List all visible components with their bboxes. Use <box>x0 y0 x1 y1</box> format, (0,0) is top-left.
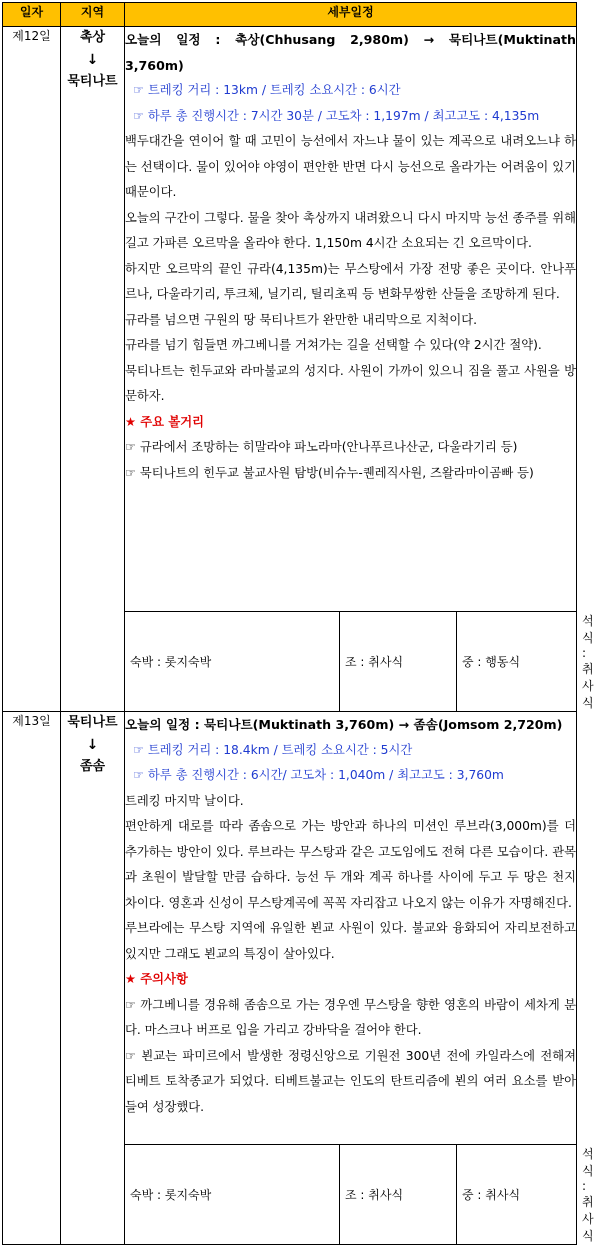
lodging-row: 숙박 : 롯지숙박 조 : 취사식 중 : 행동식 석식 : 취사식 <box>3 612 577 712</box>
day-row <box>3 712 577 1145</box>
note-item: ☞ 까그베니를 경유해 좀솜으로 가는 경우엔 무스탕을 향한 영혼의 바람이 세차게 분다. 마스크나 버프로 입을 가리고 강바닥을 걸어야 한다. <box>125 997 576 1037</box>
paragraph: 편안하게 대로를 따라 좀솜으로 가는 방안과 하나의 미션인 루브라(3,000m)를 더 추가하는 방안이 있다. 루브라는 무스탕과 같은 고도임에도 전혀 다른 모습이다. 관목과 초원이 발달할 만큼 습하다. 능선 두 개와 계곡 하나를 사이에 두고 두 땅은 천지 차이다. 영혼과 신성이 무스탕계곡에 꼭꼭 자리잡고 나오지 않는 이유가 자명해진다. <box>125 819 576 910</box>
lodging-cell: 숙박 : 롯지숙박 <box>125 1145 340 1245</box>
paragraph: 백두대간을 연이어 할 때 고민이 능선에서 자느냐 물이 있는 계곡으로 내려오느냐 하는 선택이다. 물이 있어야 야영이 편안한 반면 다시 능선으로 올라가는 어려움이 있기 때문이다. <box>125 134 576 199</box>
detail-cell <box>125 27 577 612</box>
paragraph: 규라를 넘기 힘들면 까그베니를 거쳐가는 길을 선택할 수 있다(약 2시간 절약). <box>125 338 542 352</box>
note-item: ☞ 묵티나트의 힌두교 불교사원 탐방(비슈누-퀜레직사원, 즈왈라마이곰빠 등) <box>125 465 534 480</box>
lodging-row: 숙박 : 롯지숙박 조 : 취사식 중 : 취사식 석식 : 취사식 <box>3 1145 577 1245</box>
lodging-cell: 숙박 : 롯지숙박 <box>125 612 340 712</box>
header-detail: 세부일정 <box>125 3 577 27</box>
day-row <box>3 27 577 612</box>
region-arrow: ↓ <box>86 52 99 68</box>
region-cell <box>61 27 125 712</box>
note-title: ★ 주의사항 <box>125 972 188 986</box>
breakfast-cell: 조 : 취사식 <box>340 1145 457 1245</box>
paragraph: 규라를 넘으면 구원의 땅 묵티나트가 완만한 내리막으로 지척이다. <box>125 312 477 327</box>
detail-cell <box>125 712 577 1145</box>
region-arrow: ↓ <box>86 737 99 753</box>
schedule-line: 오늘의 일정 : 촉상(Chhusang 2,980m) → 묵티나트(Muktinath 3,760m) <box>125 32 576 73</box>
breakfast-cell: 조 : 취사식 <box>340 612 457 712</box>
header-row <box>3 3 577 27</box>
paragraph: 묵티나트는 힌두교와 라마불교의 성지다. 사원이 가까이 있으니 짐을 풀고 사원을 방문하자. <box>125 363 576 403</box>
lunch-cell: 중 : 행동식 <box>457 612 577 712</box>
region-from: 촉상 <box>79 30 106 45</box>
note-item: ☞ 뵌교는 파미르에서 발생한 정령신앙으로 기원전 300년 전에 카일라스에 전해져 티베트 토착종교가 되었다. 티베트불교는 인도의 탄트리즘에 뵌의 여러 요소를 받아들여 성장했다. <box>125 1048 576 1114</box>
header-day: 일자 <box>3 3 61 27</box>
itinerary-table <box>2 2 594 1245</box>
region-from: 묵티나트 <box>67 715 118 730</box>
region-cell <box>61 712 125 1245</box>
schedule-line: 오늘의 일정 : 묵티나트(Muktinath 3,760m) → 좀솜(Jomsom 2,720m) <box>125 717 563 732</box>
paragraph: 루브라에는 무스탕 지역에 유일한 뵌교 사원이 있다. 불교와 융화되어 자리보전하고 있지만 그래도 뵌교의 특징이 살아있다. <box>125 921 576 961</box>
region-to: 묵티나트 <box>67 74 118 89</box>
header-region: 지역 <box>61 3 125 27</box>
paragraph: 트레킹 마지막 날이다. <box>125 793 244 808</box>
day-stats: ☞ 하루 총 진행시간 : 7시간 30분 / 고도차 : 1,197m / 최고고도 : 4,135m <box>133 108 540 123</box>
trek-stats: ☞ 트레킹 거리 : 13km / 트레킹 소요시간 : 6시간 <box>133 83 401 97</box>
region-to: 좀솜 <box>79 759 106 774</box>
note-title: ★ 주요 볼거리 <box>125 414 204 429</box>
paragraph: 하지만 오르막의 끝인 규라(4,135m)는 무스탕에서 가장 전망 좋은 곳이다. 안나푸르나, 다울라기리, 투크체, 닐기리, 틸리초픽 등 변화무쌍한 산들을 조망하게 된다. <box>125 261 576 301</box>
paragraph: 오늘의 구간이 그렇다. 물을 찾아 촉상까지 내려왔으니 다시 마지막 능선 종주를 위해 길고 가파른 오르막을 올라야 한다. 1,150m 4시간 소요되는 긴 오르막이다. <box>125 210 576 250</box>
day-cell: 제12일 <box>3 27 61 712</box>
day-cell: 제13일 <box>3 712 61 1245</box>
lunch-cell: 중 : 취사식 <box>457 1145 577 1245</box>
trek-stats: ☞ 트레킹 거리 : 18.4km / 트레킹 소요시간 : 5시간 <box>133 742 413 757</box>
note-item: ☞ 규라에서 조망하는 히말라야 파노라마(안나푸르나산군, 다울라기리 등) <box>125 440 518 454</box>
day-stats: ☞ 하루 총 진행시간 : 6시간/ 고도차 : 1,040m / 최고고도 : 3,760m <box>133 768 504 782</box>
itinerary-page <box>2 2 594 1245</box>
